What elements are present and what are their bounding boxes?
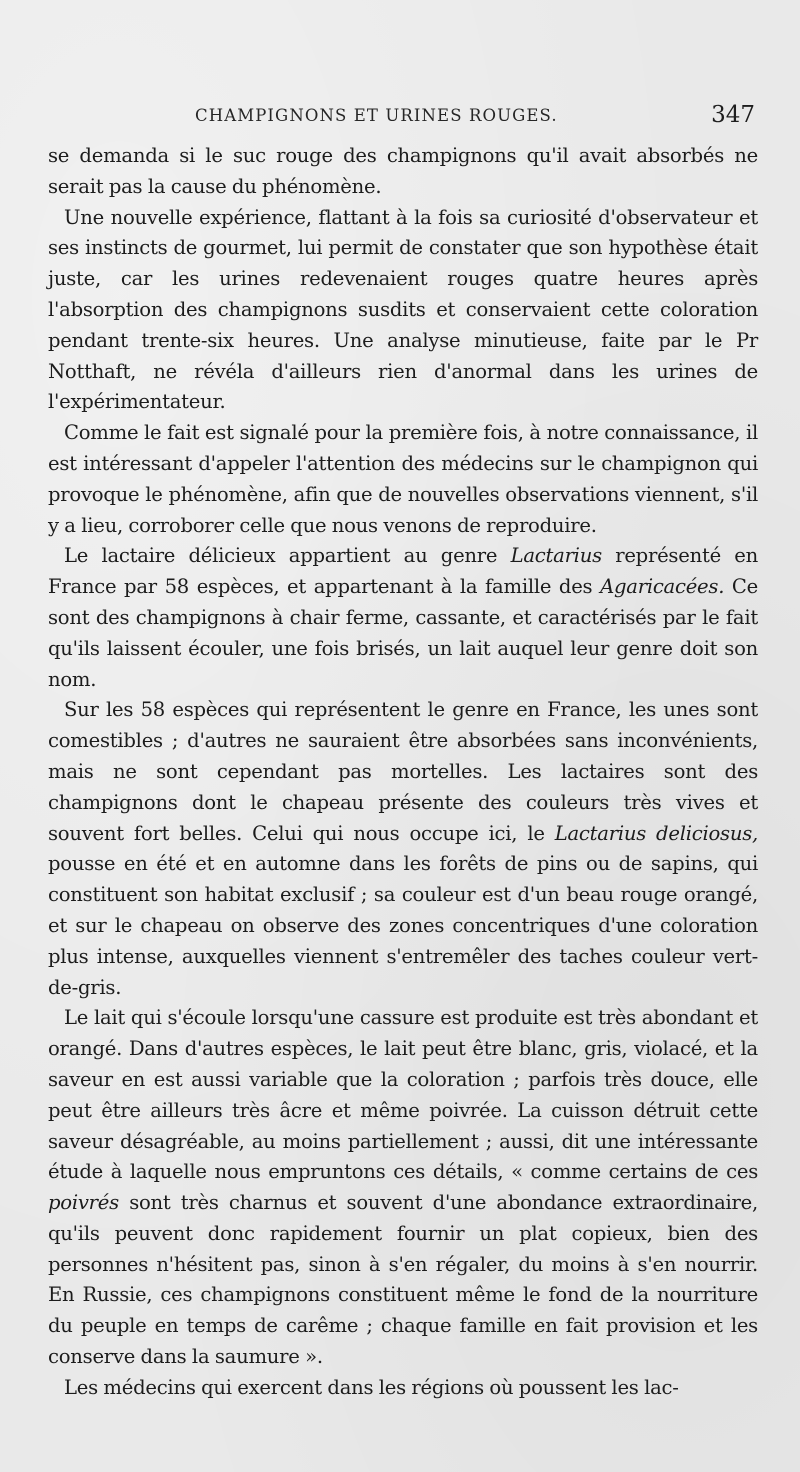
running-head <box>195 102 755 132</box>
text-run: Une nouvelle expérience, flattant à la fois sa curiosité d'observateur et ses instincts de gourmet, lui permit de constater que son hypothèse était juste, car les urines redevenaient rouges quatre heures après l'absorption des champignons susdits et conservaient cette coloration pendant trente-six heures. Une analyse minutieuse, faite par le Pr Notthaft, ne révéla d'ailleurs rien d'anormal dans les urines de l'expérimentateur. <box>48 205 758 414</box>
paragraph <box>48 1373 758 1404</box>
text-run: pousse en été et en automne dans les forêts de pins ou de sapins, qui constituent son habitat exclusif ; sa couleur est d'un beau rouge orangé, et sur le chapeau on observe des zones concentriques d'une coloration plus intense, auxquelles viennent s'entremêler des taches couleur vert-de-gris. <box>48 852 758 999</box>
italic-term: poivrés <box>48 1191 119 1215</box>
running-title: CHAMPIGNONS ET URINES ROUGES. <box>195 106 558 125</box>
text-run: Comme le fait est signalé pour la première fois, à notre connaissance, il est intéressant d'appeler l'attention des médecins sur le champignon qui provoque le phénomène, afin que de nouvelles observations viennent, s'il y a lieu, corroborer celle que nous venons de reproduire. <box>48 421 758 537</box>
paragraph <box>48 1003 758 1373</box>
text-run: représenté en France par 58 espèces, et appartenant à la famille des <box>48 544 758 599</box>
text-run: se demanda si le suc rouge des champignons qu'il avait absorbés ne serait pas la cause du phénomène. <box>48 144 758 198</box>
paragraph <box>48 418 758 541</box>
paragraph <box>48 541 758 695</box>
paragraph <box>48 203 758 419</box>
paragraph <box>48 695 758 1003</box>
text-run: Le lait qui s'écoule lorsqu'une cassure est produite est très abondant et orangé. Dans d'autres espèces, le lait peut être blanc, gris, violacé, et la saveur en est aussi variable que la coloration ; parfois très douce, elle peut être ailleurs très âcre et même poivrée. La cuisson détruit cette saveur désagréable, au moins partiellement ; aussi, dit une intéressante étude à laquelle nous empruntons ces détails, « comme certains de ces <box>48 1006 758 1184</box>
text-run: Le lactaire délicieux appartient au genre <box>64 544 511 568</box>
text-run: Sur les 58 espèces qui représentent le genre en France, les unes sont comestibles ; d'autres ne sauraient être absorbées sans inconvénients, mais ne sont cependant pas mortelles. Les lactaires sont des champignons dont le chapeau présente des couleurs très vives et souvent fort belles. Celui qui nous occupe ici, le <box>48 698 758 845</box>
paragraph <box>48 141 758 203</box>
page-number: 347 <box>711 102 755 128</box>
body-text <box>48 141 758 1404</box>
italic-term: Lactarius <box>510 544 602 568</box>
text-run: Les médecins qui exercent dans les régions où poussent les lac- <box>64 1375 679 1399</box>
text-run: sont très charnus et souvent d'une abondance extraordinaire, qu'ils peuvent donc rapidement fournir un plat copieux, bien des personnes n'hésitent pas, sinon à s'en régaler, du moins à s'en nourrir. En Russie, ces champignons constituent même le fond de la nourriture du peuple en temps de carême ; chaque famille en fait provision et les conserve dans la saumure ». <box>48 1191 758 1369</box>
italic-term: Lactarius deliciosus, <box>554 821 758 845</box>
text-run: Ce sont des champignons à chair ferme, cassante, et caractérisés par le fait qu'ils laissent écouler, une fois brisés, un lait auquel leur genre doit son nom. <box>48 575 758 691</box>
italic-term: Agaricacées. <box>600 575 725 599</box>
